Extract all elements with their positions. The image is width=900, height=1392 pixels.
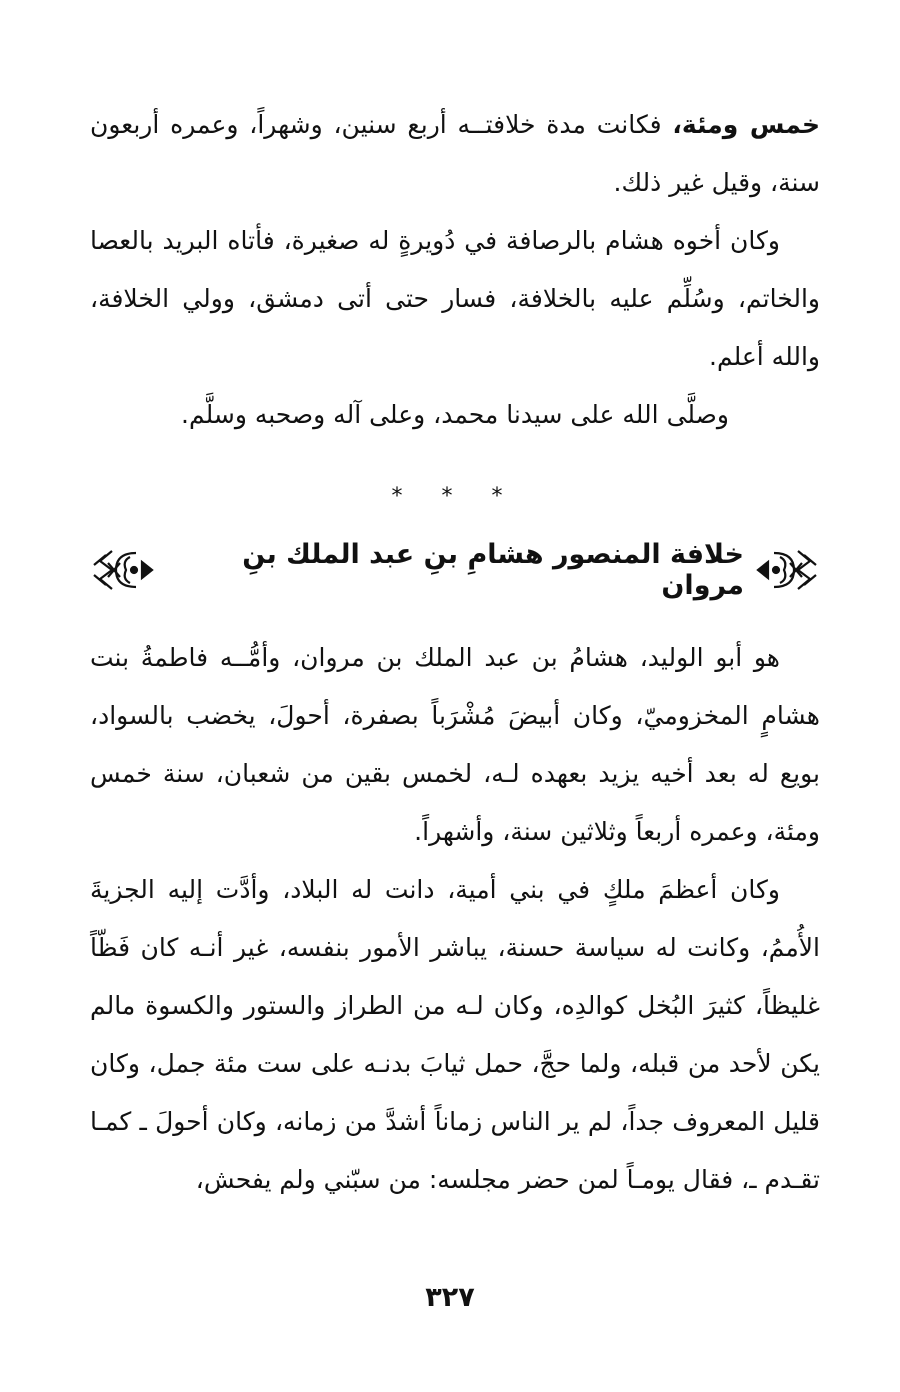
paragraph-continuation [90,96,820,212]
paragraph-hisham-rusafa: وكان أخوه هشام بالرصافة في دُويرةٍ له صغيرة، فأتاه البريد بالعصا والخاتم، وسُلِّم عليه بالخلافة، فسار حتى أتى دمشق، وولي الخلافة، والله أعلم. [90,226,820,371]
arabesque-ornament-icon [90,547,156,593]
paragraph-salutation: وصلَّى الله على سيدنا محمد، وعلى آله وصحبه وسلَّم. [181,400,729,429]
page-number: ٣٢٧ [425,1282,475,1313]
section-separator: * * * [391,484,519,509]
paragraph-hisham-intro: هو أبو الوليد، هشامُ بن عبد الملك بن مروان، وأمُّــه فاطمةُ بنت هشامٍ المخزوميّ، وكان أبيضَ مُشْرَباً بصفرة، أحولَ، يخضب بالسواد، بويع له بعد أخيه يزيد بعهده لـه، لخمس بقين من شعبان، سنة خمس ومئة، وعمره أربعاً وثلاثين سنة، وأشهراً. [90,643,820,846]
arabesque-ornament-icon [754,547,820,593]
paragraph-text: فكانت مدة خلافتــه أربع سنين، وشهراً، وعمره أربعون سنة، وقيل غير ذلك. [90,110,820,197]
paragraph-lead: خمس ومئة، [672,110,821,139]
page-body [90,96,820,1209]
chapter-heading [90,539,820,601]
chapter-title: خلافة المنصور هشامِ بنِ عبد الملك بنِ مروان [242,539,744,601]
paragraph-hisham-reign: وكان أعظمَ ملكٍ في بني أمية، دانت له البلاد، وأدَّت إليه الجزيةَ الأُممُ، وكانت له سياسة حسنة، يباشر الأمور بنفسه، غير أنـه كان فَظّاً غليظاً، كثيرَ البُخل كوالدِه، وكان لـه من الطراز والستور والكسوة مالم يكن لأحد من قبله، ولما حجَّ، حمل ثيابَ بدنـه على ست مئة جمل، وكان قليل المعروف جداً، لم ير الناس زماناً أشدَّ من زمانه، وكان أحولَ ـ كمـا تقـدم ـ، فقال يومـاً لمن حضر مجلسه: من سبّني ولم يفحش، [90,875,820,1194]
